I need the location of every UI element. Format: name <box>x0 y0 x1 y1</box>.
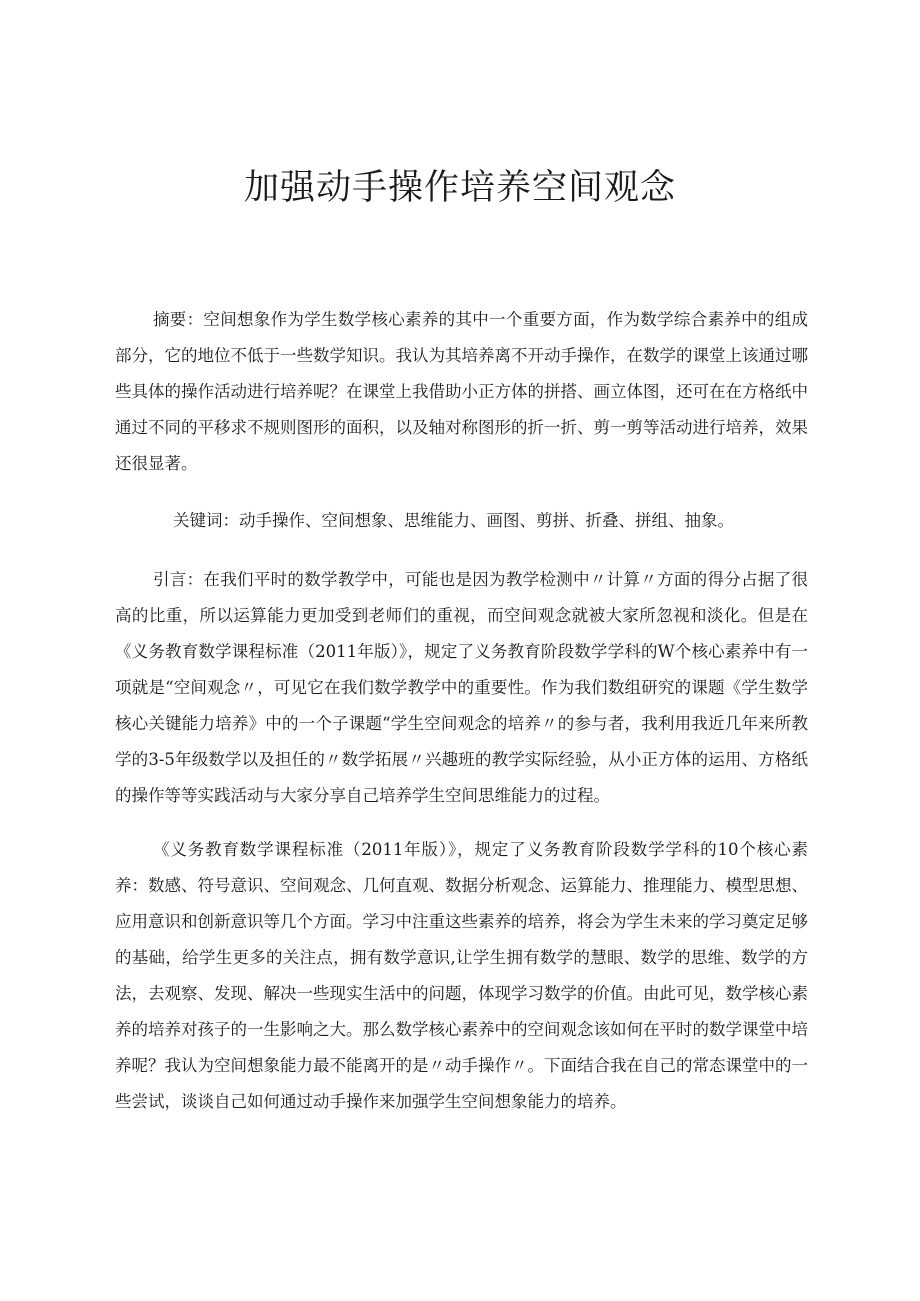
document-title: 加强动手操作培养空间观念 <box>243 168 676 208</box>
keywords-paragraph: 关键词：动手操作、空间想象、思维能力、画图、剪拼、折叠、拼组、抽象。 <box>173 511 734 530</box>
body-paragraph: 《义务教育数学课程标准（2011年版）》，规定了义务教育阶段数学学科的10个核心素养：数感、符号意识、空间观念、几何直观、数据分析观念、运算能力、推理能力、模型思想、应用意识和创新意识等几个方面。学习中注重这些素养的培养，将会为学生未来的学习奠定足够的基础，给学生更多的关注点，拥有数学意识,让学生拥有数学的慧眼、数学的思维、数学的方法，去观察、发现、解决一些现实生活中的问题，体现学习数学的价值。由此可见，数学核心素养的培养对孩子的一生影响之大。那么数学核心素养中的空间观念该如何在平时的数学课堂中培养呢？我认为空间想象能力最不能离开的是〃动手操作〃。下面结合我在自己的常态课堂中的一些尝试，谈谈自己如何通过动手操作来加强学生空间想象能力的培养。 <box>115 840 808 1111</box>
introduction-paragraph: 引言：在我们平时的数学教学中，可能也是因为教学检测中〃计算〃方面的得分占据了很高的比重，所以运算能力更加受到老师们的重视，而空间观念就被大家所忽视和淡化。但是在《义务教育数学课程标准（2011年版）》，规定了义务教育阶段数学学科的W个核心素养中有一项就是“空间观念〃，可见它在我们数学教学中的重要性。作为我们数组研究的课题《学生数学核心关键能力培养》中的一个子课题“学生空间观念的培养〃的参与者，我利用我近几年来所教学的3-5年级数学以及担任的〃数学拓展〃兴趣班的教学实际经验，从小正方体的运用、方格纸的操作等等实践活动与大家分享自己培养学生空间思维能力的过程。 <box>115 570 808 805</box>
abstract-paragraph: 摘要：空间想象作为学生数学核心素养的其中一个重要方面，作为数学综合素养中的组成部分，它的地位不低于一些数学知识。我认为其培养离不开动手操作，在数学的课堂上该通过哪些具体的操作活动进行培养呢？在课堂上我借助小正方体的拼搭、画立体图，还可在在方格纸中通过不同的平移求不规则图形的面积，以及轴对称图形的折一折、剪一剪等活动进行培养，效果还很显著。 <box>115 310 808 473</box>
